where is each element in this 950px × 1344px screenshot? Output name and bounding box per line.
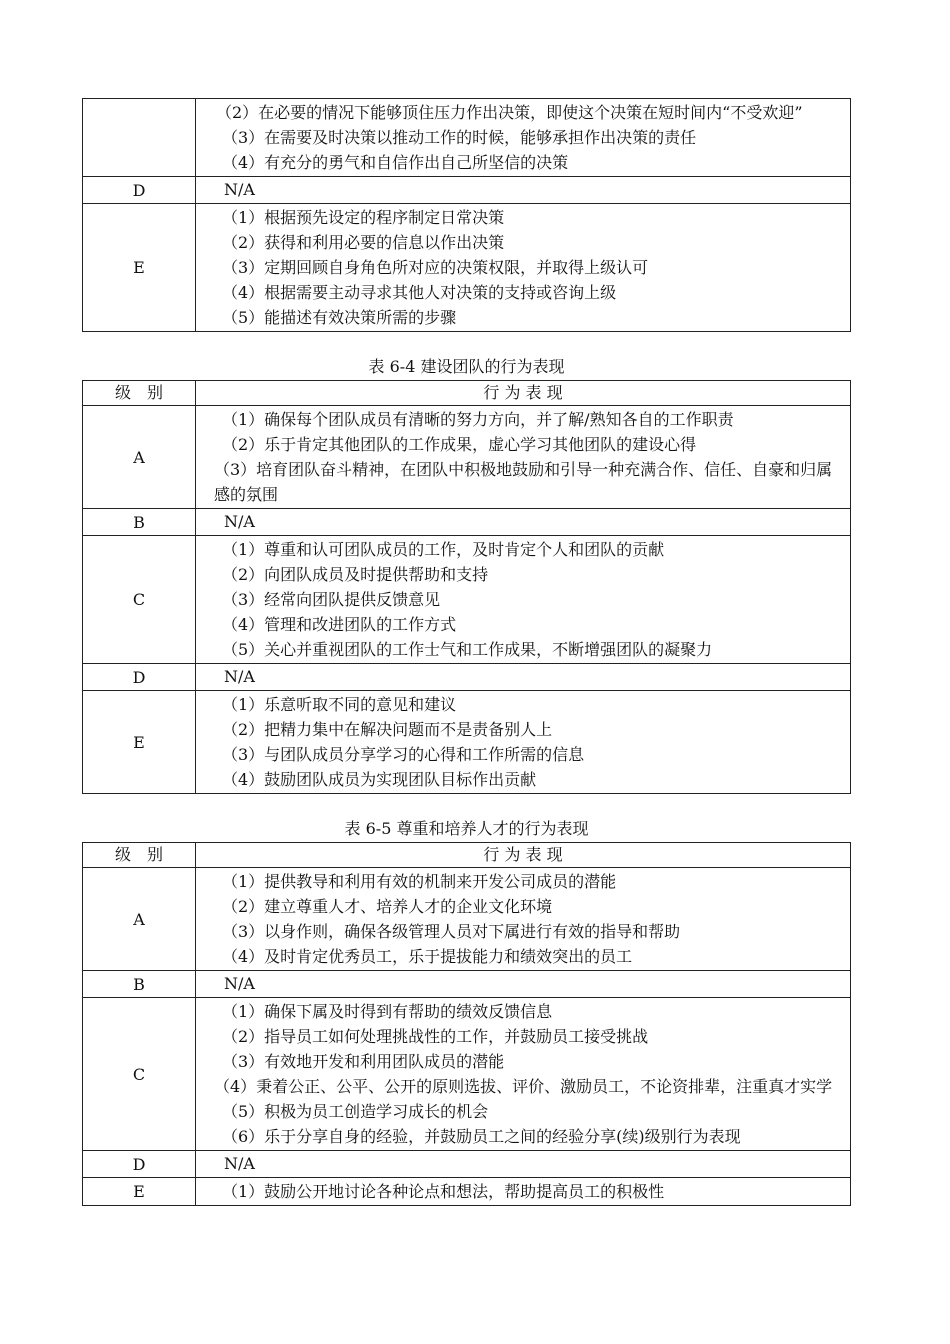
table-row bbox=[83, 664, 851, 691]
table-row bbox=[83, 536, 851, 664]
grade-cell: B bbox=[83, 971, 196, 998]
behavior-item: （4）鼓励团队成员为实现团队目标作出贡献 bbox=[222, 770, 537, 789]
na-value: N/A bbox=[224, 512, 255, 531]
na-value: N/A bbox=[224, 667, 255, 686]
grade-cell: D bbox=[83, 664, 196, 691]
table-row bbox=[83, 406, 851, 509]
behavior-item: （2）向团队成员及时提供帮助和支持 bbox=[222, 565, 489, 584]
table-row bbox=[83, 99, 851, 177]
behavior-item: （6）乐于分享自身的经验，并鼓励员工之间的经验分享(续)级别行为表现 bbox=[222, 1127, 741, 1146]
behavior-item: （3）与团队成员分享学习的心得和工作所需的信息 bbox=[222, 745, 585, 764]
behavior-cell bbox=[196, 406, 851, 509]
table-row bbox=[83, 509, 851, 536]
behavior-item: （2）在必要的情况下能够顶住压力作出决策，即使这个决策在短时间内“不受欢迎” bbox=[216, 103, 803, 122]
table-row bbox=[83, 1178, 851, 1206]
behavior-item: （1）确保下属及时得到有帮助的绩效反馈信息 bbox=[222, 1002, 553, 1021]
behavior-item: （4）根据需要主动寻求其他人对决策的支持或咨询上级 bbox=[222, 283, 617, 302]
behavior-item: （5）关心并重视团队的工作士气和工作成果，不断增强团队的凝聚力 bbox=[222, 640, 713, 659]
behavior-cell bbox=[196, 868, 851, 971]
header-behavior: 行 为 表 现 bbox=[196, 843, 851, 868]
behavior-cell bbox=[196, 509, 851, 536]
behavior-item: （5）能描述有效决策所需的步骤 bbox=[222, 308, 457, 327]
behavior-item: （3）定期回顾自身角色所对应的决策权限，并取得上级认可 bbox=[222, 258, 649, 277]
grade-cell: E bbox=[83, 1178, 196, 1206]
behavior-item: （2）指导员工如何处理挑战性的工作，并鼓励员工接受挑战 bbox=[222, 1027, 649, 1046]
behavior-cell bbox=[196, 99, 851, 177]
table-6-5 bbox=[82, 842, 851, 1206]
grade-cell: B bbox=[83, 509, 196, 536]
behavior-item: （3）经常向团队提供反馈意见 bbox=[222, 590, 441, 609]
behavior-item: （5）积极为员工创造学习成长的机会 bbox=[222, 1102, 489, 1121]
behavior-item: （3）以身作则，确保各级管理人员对下属进行有效的指导和帮助 bbox=[222, 922, 681, 941]
behavior-cell bbox=[196, 1151, 851, 1178]
behavior-item: （2）获得和利用必要的信息以作出决策 bbox=[222, 233, 505, 252]
behavior-cell bbox=[196, 204, 851, 332]
na-value: N/A bbox=[224, 974, 255, 993]
table-row bbox=[83, 1151, 851, 1178]
header-grade: 级 别 bbox=[83, 843, 196, 868]
table-6-4 bbox=[82, 380, 851, 794]
grade-cell: A bbox=[83, 868, 196, 971]
grade-cell: D bbox=[83, 177, 196, 204]
table-continued bbox=[82, 98, 851, 332]
behavior-cell bbox=[196, 536, 851, 664]
behavior-item: （2）建立尊重人才、培养人才的企业文化环境 bbox=[222, 897, 553, 916]
behavior-item: （1）鼓励公开地讨论各种论点和想法，帮助提高员工的积极性 bbox=[222, 1182, 665, 1201]
behavior-cell bbox=[196, 691, 851, 794]
table-row bbox=[83, 971, 851, 998]
grade-cell: A bbox=[83, 406, 196, 509]
behavior-item: （3）培育团队奋斗精神，在团队中积极地鼓励和引导一种充满合作、信任、自豪和归属感的氛围 bbox=[214, 460, 833, 504]
behavior-cell bbox=[196, 664, 851, 691]
behavior-item: （3）在需要及时决策以推动工作的时候，能够承担作出决策的责任 bbox=[222, 128, 697, 147]
behavior-item: （1）提供教导和利用有效的机制来开发公司成员的潜能 bbox=[222, 872, 617, 891]
table-row bbox=[83, 691, 851, 794]
table-row bbox=[83, 204, 851, 332]
behavior-item: （1）乐意听取不同的意见和建议 bbox=[222, 695, 457, 714]
table-caption: 表 6-5 尊重和培养人才的行为表现 bbox=[344, 819, 589, 838]
grade-cell: C bbox=[83, 998, 196, 1151]
table-row bbox=[83, 998, 851, 1151]
behavior-item: （1）确保每个团队成员有清晰的努力方向，并了解/熟知各自的工作职责 bbox=[222, 410, 734, 429]
behavior-item: （4）有充分的勇气和自信作出自己所坚信的决策 bbox=[222, 153, 569, 172]
behavior-item: （2）乐于肯定其他团队的工作成果，虚心学习其他团队的建设心得 bbox=[222, 435, 697, 454]
grade-cell: E bbox=[83, 204, 196, 332]
header-grade: 级 别 bbox=[83, 381, 196, 406]
behavior-item: （4）秉着公正、公平、公开的原则选拔、评价、激励员工，不论资排辈，注重真才实学 bbox=[214, 1077, 833, 1096]
grade-cell: E bbox=[83, 691, 196, 794]
table-row bbox=[83, 868, 851, 971]
behavior-item: （4）及时肯定优秀员工，乐于提拔能力和绩效突出的员工 bbox=[222, 947, 633, 966]
behavior-cell bbox=[196, 177, 851, 204]
behavior-item: （3）有效地开发和利用团队成员的潜能 bbox=[222, 1052, 505, 1071]
grade-cell bbox=[83, 99, 196, 177]
behavior-cell bbox=[196, 998, 851, 1151]
behavior-item: （1）根据预先设定的程序制定日常决策 bbox=[222, 208, 505, 227]
behavior-item: （2）把精力集中在解决问题而不是责备别人上 bbox=[222, 720, 553, 739]
behavior-item: （4）管理和改进团队的工作方式 bbox=[222, 615, 457, 634]
grade-cell: D bbox=[83, 1151, 196, 1178]
na-value: N/A bbox=[224, 180, 255, 199]
table-header-row bbox=[83, 381, 851, 406]
behavior-cell bbox=[196, 1178, 851, 1206]
grade-cell: C bbox=[83, 536, 196, 664]
table-header-row bbox=[83, 843, 851, 868]
table-row bbox=[83, 177, 851, 204]
na-value: N/A bbox=[224, 1154, 255, 1173]
document-page bbox=[82, 98, 851, 1206]
behavior-item: （1）尊重和认可团队成员的工作，及时肯定个人和团队的贡献 bbox=[222, 540, 665, 559]
table-caption: 表 6-4 建设团队的行为表现 bbox=[368, 357, 565, 376]
header-behavior: 行 为 表 现 bbox=[196, 381, 851, 406]
behavior-cell bbox=[196, 971, 851, 998]
